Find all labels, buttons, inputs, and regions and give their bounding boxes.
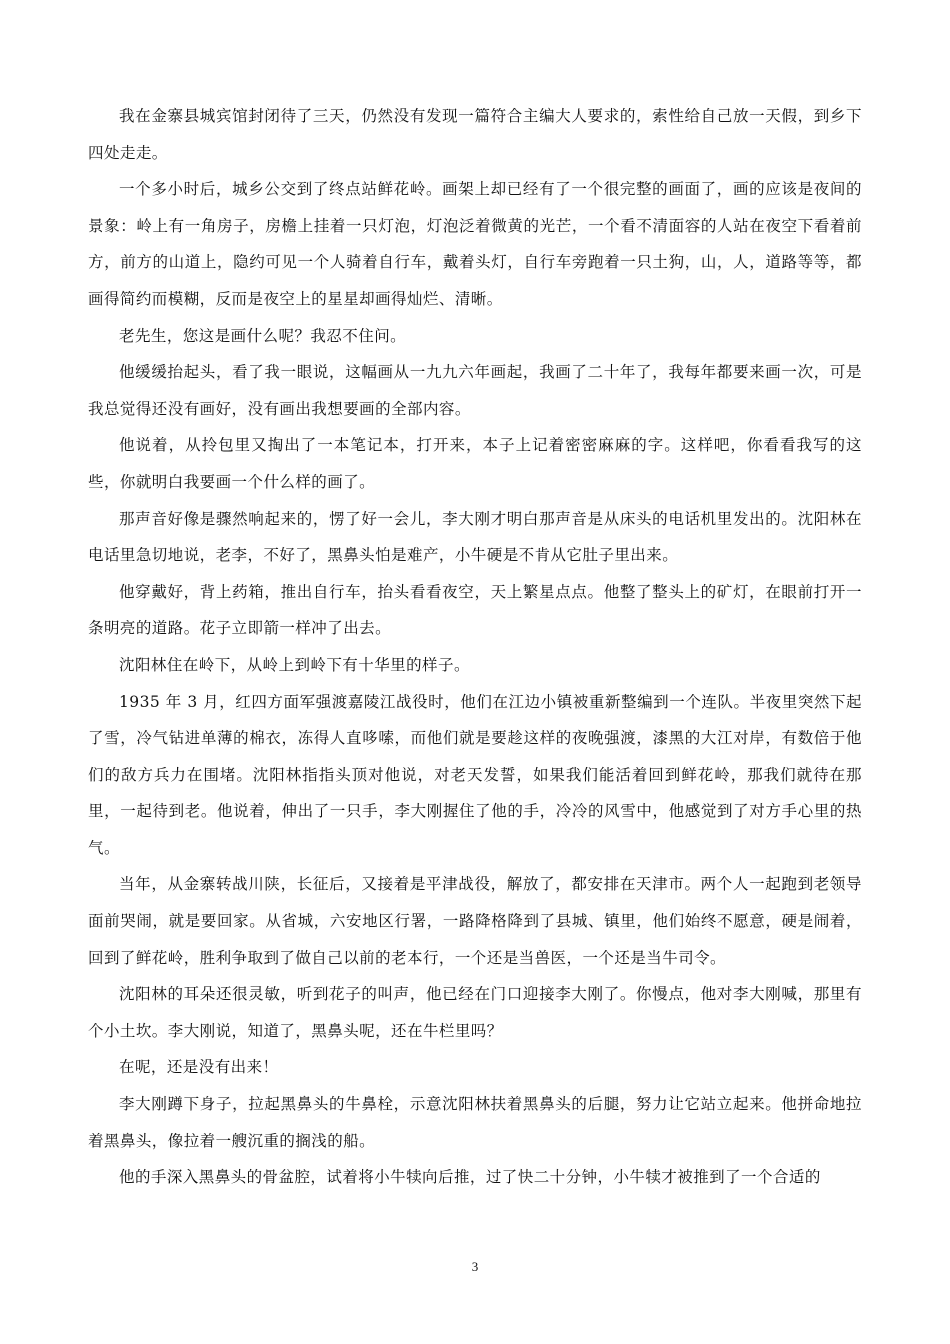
paragraph: 我在金寨县城宾馆封闭待了三天，仍然没有发现一篇符合主编大人要求的，索性给自己放一天假，到乡下四处走走。	[88, 107, 862, 162]
paragraph: 1935 年 3 月，红四方面军强渡嘉陵江战役时，他们在江边小镇被重新整编到一个连队。半夜里突然下起了雪，冷气钻进单薄的棉衣，冻得人直哆嗦，而他们就是要趁这样的夜晚强渡，漆黑的大江对岸，有数倍于他们的敌方兵力在围堵。沈阳林指指头顶对他说，对老天发誓，如果我们能活着回到鲜花岭，那我们就待在那里，一起待到老。他说着，伸出了一只手，李大刚握住了他的手，冷冷的风雪中，他感觉到了对方手心里的热气。	[88, 692, 862, 857]
document-body	[88, 98, 862, 1196]
paragraph: 一个多小时后，城乡公交到了终点站鲜花岭。画架上却已经有了一个很完整的画面了，画的应该是夜间的景象：岭上有一角房子，房檐上挂着一只灯泡，灯泡泛着微黄的光芒，一个看不清面容的人站在夜空下看着前方，前方的山道上，隐约可见一个人骑着自行车，戴着头灯，自行车旁跑着一只土狗，山，人，道路等等，都画得简约而模糊，反而是夜空上的星星却画得灿烂、清晰。	[88, 180, 862, 308]
paragraph: 在呢，还是没有出来！	[119, 1058, 279, 1077]
paragraph: 李大刚蹲下身子，拉起黑鼻头的牛鼻栓，示意沈阳林扶着黑鼻头的后腿，努力让它站立起来。他拼命地拉着黑鼻头，像拉着一艘沉重的搁浅的船。	[88, 1095, 862, 1150]
paragraph: 当年，从金寨转战川陕，长征后，又接着是平津战役，解放了，都安排在天津市。两个人一起跑到老领导面前哭闹，就是要回家。从省城，六安地区行署，一路降格降到了县城、镇里，他们始终不愿意，硬是闹着，回到了鲜花岭，胜利争取到了做自己以前的老本行，一个还是当兽医，一个还是当牛司令。	[88, 875, 862, 967]
paragraph: 沈阳林的耳朵还很灵敏，听到花子的叫声，他已经在门口迎接李大刚了。你慢点，他对李大刚喊，那里有个小土坎。李大刚说，知道了，黑鼻头呢，还在牛栏里吗？	[88, 985, 862, 1040]
paragraph: 他缓缓抬起头，看了我一眼说，这幅画从一九九六年画起，我画了二十年了，我每年都要来画一次，可是我总觉得还没有画好，没有画出我想要画的全部内容。	[88, 363, 862, 418]
paragraph: 他说着，从拎包里又掏出了一本笔记本，打开来，本子上记着密密麻麻的字。这样吧，你看看我写的这些，你就明白我要画一个什么样的画了。	[88, 436, 862, 491]
paragraph: 他穿戴好，背上药箱，推出自行车，抬头看看夜空，天上繁星点点。他整了整头上的矿灯，在眼前打开一条明亮的道路。花子立即箭一样冲了出去。	[88, 582, 862, 638]
paragraph: 那声音好像是骤然响起来的，愣了好一会儿，李大刚才明白那声音是从床头的电话机里发出的。沈阳林在电话里急切地说，老李，不好了，黑鼻头怕是难产，小牛硬是不肯从它肚子里出来。	[88, 509, 862, 565]
paragraph: 沈阳林住在岭下，从岭上到岭下有十华里的样子。	[119, 655, 470, 674]
paragraph: 他的手深入黑鼻头的骨盆腔，试着将小牛犊向后推，过了快二十分钟，小牛犊才被推到了一个合适的	[119, 1168, 821, 1187]
paragraph: 老先生，您这是画什么呢？我忍不住问。	[119, 326, 407, 345]
page-number: 3	[471, 1259, 479, 1274]
